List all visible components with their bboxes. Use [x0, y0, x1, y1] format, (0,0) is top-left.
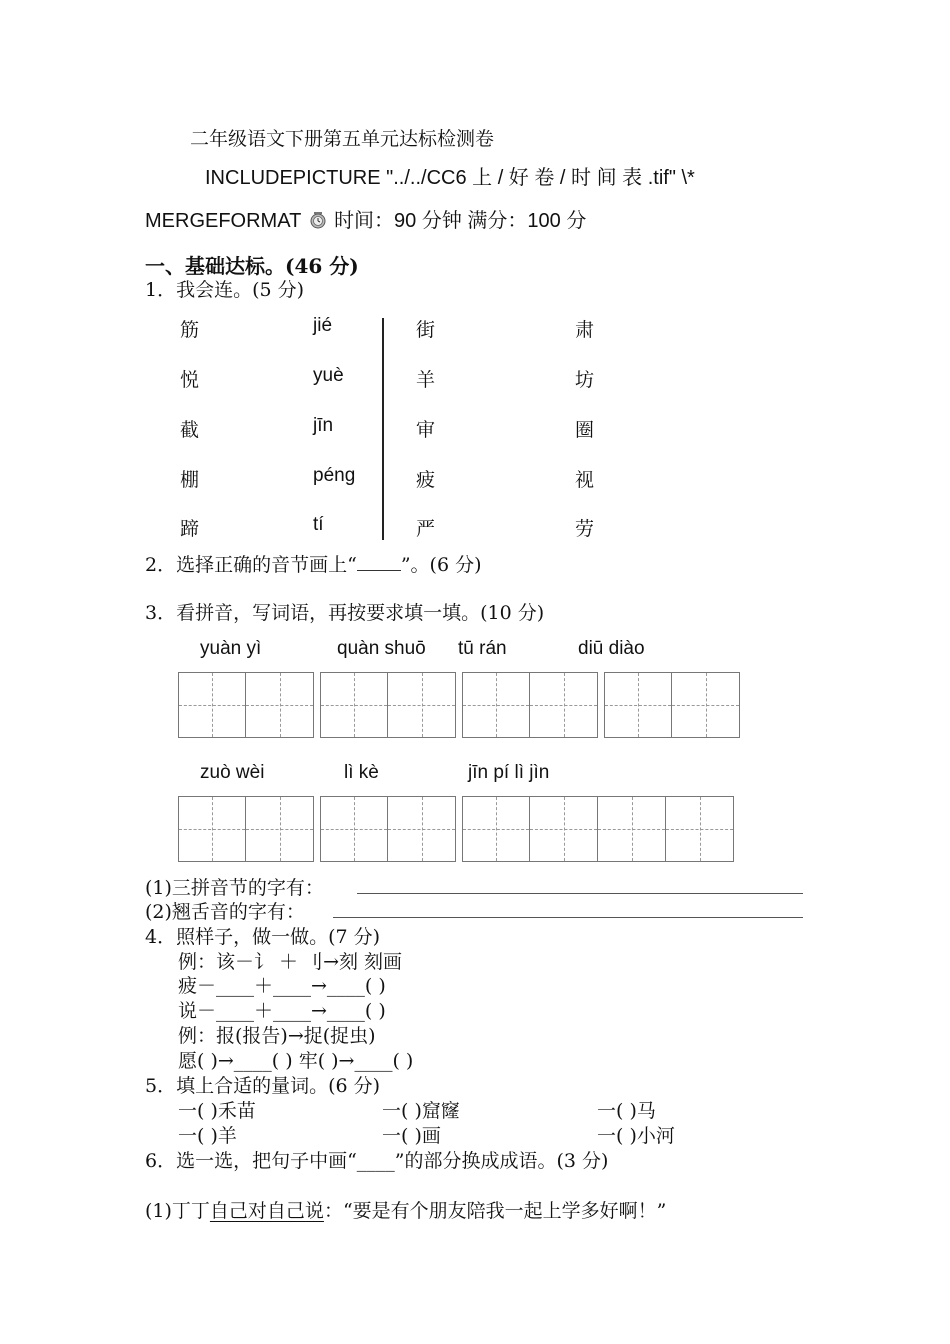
pinyin-label: tū rán [458, 638, 507, 659]
writing-grid-row-2 [178, 796, 734, 862]
measure-word-blank: 一( )窟窿 [382, 1100, 460, 1122]
example-line: 例：该－讠 ＋ 刂→刻 刻画 [178, 951, 403, 973]
question-6-title: 6．选一选，把句子中画“____”的部分换成成语。(3 分) [145, 1150, 609, 1172]
question-4-title: 4．照样子，做一做。(7 分) [145, 926, 381, 948]
measure-word-blank: 一( )马 [597, 1100, 656, 1122]
pinyin-label: diū diào [578, 638, 645, 659]
match-pinyin: péng [313, 465, 356, 486]
pinyin-label: yuàn yì [200, 638, 262, 659]
match-char: 筋 [180, 319, 200, 341]
sub-question-2: (2)翘舌音的字有： [145, 901, 305, 923]
pinyin-label: quàn shuō [337, 638, 426, 659]
question-2-title [145, 550, 481, 577]
include-picture-field: INCLUDEPICTURE "../../CC6 上 / 好 卷 / 时 间 表 .tif" \* [205, 167, 695, 189]
underline-sample [357, 570, 401, 571]
example-line: 例：报(报告)→捉(捉虫) [178, 1025, 376, 1047]
merge-format-field: MERGEFORMAT [145, 210, 301, 232]
answer-line[interactable] [333, 917, 803, 918]
exercise-line: 愿( )→____( ) 牢( )→____( ) [178, 1050, 414, 1072]
match-char: 街 [416, 319, 436, 341]
question-1-title: 1．我会连。(5 分) [145, 279, 305, 301]
question-3-title: 3．看拼音，写词语，再按要求填一填。(10 分) [145, 602, 545, 624]
writing-grid-row-1 [178, 672, 740, 738]
divider-line [382, 318, 384, 540]
sentence-quote: ：“要是有个朋友陪我一起上学多好啊！” [323, 1200, 667, 1222]
match-char: 疲 [416, 469, 436, 491]
match-pinyin: yuè [313, 365, 344, 386]
match-char: 悦 [180, 369, 200, 391]
question-2-text-end: ”。(6 分) [400, 554, 482, 576]
word-box[interactable] [178, 672, 314, 738]
match-char: 严 [416, 518, 436, 540]
match-char: 审 [416, 419, 436, 441]
time-info-line [145, 204, 586, 233]
word-box[interactable] [178, 796, 314, 862]
word-box[interactable] [604, 672, 740, 738]
measure-word-blank: 一( )小河 [597, 1125, 675, 1147]
underlined-phrase: 自己对自己说 [209, 1200, 324, 1222]
match-pinyin: tí [313, 514, 324, 535]
clock-icon [309, 211, 327, 229]
time-and-score: 时间：90 分钟 满分：100 分 [334, 210, 587, 232]
match-char: 棚 [180, 469, 200, 491]
section-heading: 一、基础达标。(46 分) [145, 254, 359, 278]
match-char: 羊 [416, 369, 436, 391]
word-box[interactable] [462, 672, 598, 738]
measure-word-blank: 一( )画 [382, 1125, 441, 1147]
measure-word-blank: 一( )羊 [178, 1125, 237, 1147]
match-char: 坊 [575, 369, 595, 391]
match-char: 蹄 [180, 518, 200, 540]
match-pinyin: jīn [313, 415, 334, 436]
match-char: 圈 [575, 419, 595, 441]
match-pinyin: jié [313, 315, 333, 336]
question-5-title: 5．填上合适的量词。(6 分) [145, 1075, 381, 1097]
match-char: 肃 [575, 319, 595, 341]
word-box[interactable] [320, 672, 456, 738]
match-char: 截 [180, 419, 200, 441]
exercise-line: 说－____＋____→____( ) [178, 1000, 386, 1022]
sentence-prefix: (1)丁丁 [145, 1200, 210, 1222]
word-box[interactable] [320, 796, 456, 862]
question-2-text: 2．选择正确的音节画上“ [145, 554, 357, 576]
question-6-sentence [145, 1196, 666, 1223]
match-char: 视 [575, 469, 595, 491]
pinyin-label: jīn pí lì jìn [468, 762, 550, 783]
match-char: 劳 [575, 518, 595, 540]
pinyin-label: zuò wèi [200, 762, 265, 783]
measure-word-blank: 一( )禾苗 [178, 1100, 256, 1122]
pinyin-label: lì kè [344, 762, 379, 783]
sub-question-1: (1)三拼音节的字有： [145, 877, 324, 899]
word-box[interactable] [462, 796, 734, 862]
document-title: 二年级语文下册第五单元达标检测卷 [190, 128, 495, 150]
exercise-line: 疲－____＋____→____( ) [178, 975, 386, 997]
answer-line[interactable] [357, 893, 803, 894]
